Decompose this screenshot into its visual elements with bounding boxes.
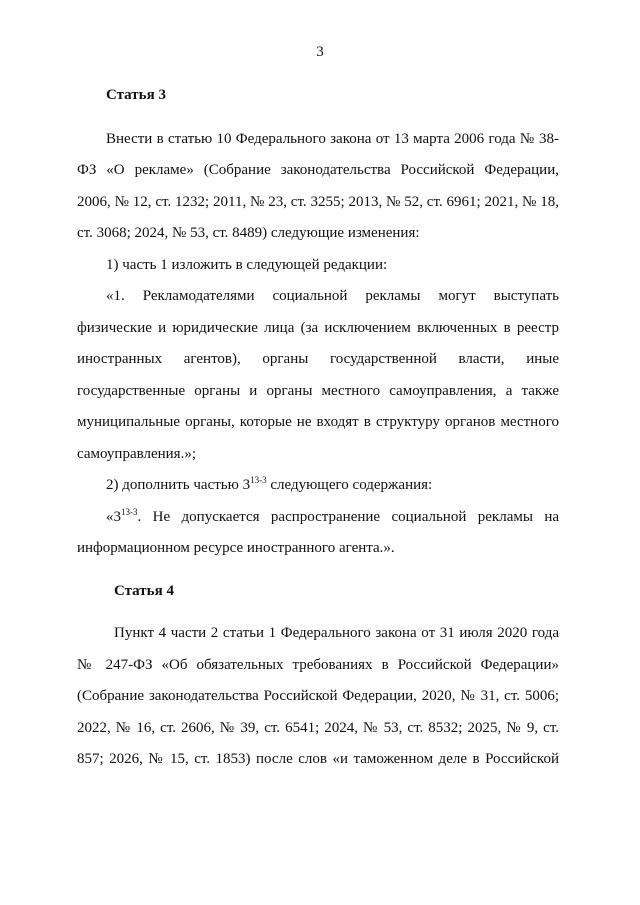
- article-3-intro: Внести в статью 10 Федерального закона от 13 марта 2006 года № 38-ФЗ «О рекламе» (Собрание законодательства Российской Федерации, 2006, № 12, ст. 1232; 2011, № 23, ст. 3255; 2013, № 52, ст. 6961; 2021, № 18, ст. 3068; 2024, № 53, ст. 8489) следующие изменения:: [77, 130, 559, 241]
- article-4-text: Пункт 4 части 2 статьи 1 Федерального закона от 31 июля 2020 года № 247-ФЗ «Об обязательных требованиях в Российской Федерации» (Собрание законодательства Российской Федерации, 2020, № 31, ст. 5006; 2022, № 16, ст. 2606, № 39, ст. 6541; 2024, № 53, ст. 8532; 2025, № 9, ст. 857; 2026, № 15, ст. 1853) после слов «и таможенном деле в Российской: [77, 625, 559, 767]
- article-3-item-1-lead: 1) часть 1 изложить в следующей редакции:: [106, 256, 388, 273]
- item-2-lead-after: следующего содержания:: [266, 477, 433, 493]
- item-2-lead-superscript: 13-3: [250, 475, 267, 485]
- article-3-item-1-text: «1. Рекламодателями социальной рекламы могут выступать физические и юридические лица (за исключением включенных в реестр иностранных агентов), органы государственной власти, иные государственные органы и органы местного самоуправления, а также муниципальные органы, которые не входят в структуру органов местного самоуправления.»;: [77, 288, 559, 462]
- item-2-text-after: . Не допускается распространение социальной рекламы на информационном ресурсе иностранного агента.».: [77, 508, 559, 556]
- article-3-heading: Статья 3: [106, 87, 166, 103]
- item-2-lead-before: 2) дополнить частью 3: [106, 477, 251, 493]
- article-3-item-2-text: [77, 502, 559, 565]
- page-number: 3: [316, 44, 324, 60]
- article-4-heading: Статья 4: [114, 582, 174, 599]
- item-2-text-before: «3: [106, 508, 121, 525]
- document-body: [77, 80, 559, 776]
- item-2-text-superscript: 13-3: [121, 506, 138, 517]
- article-3-item-2-lead: [77, 470, 559, 502]
